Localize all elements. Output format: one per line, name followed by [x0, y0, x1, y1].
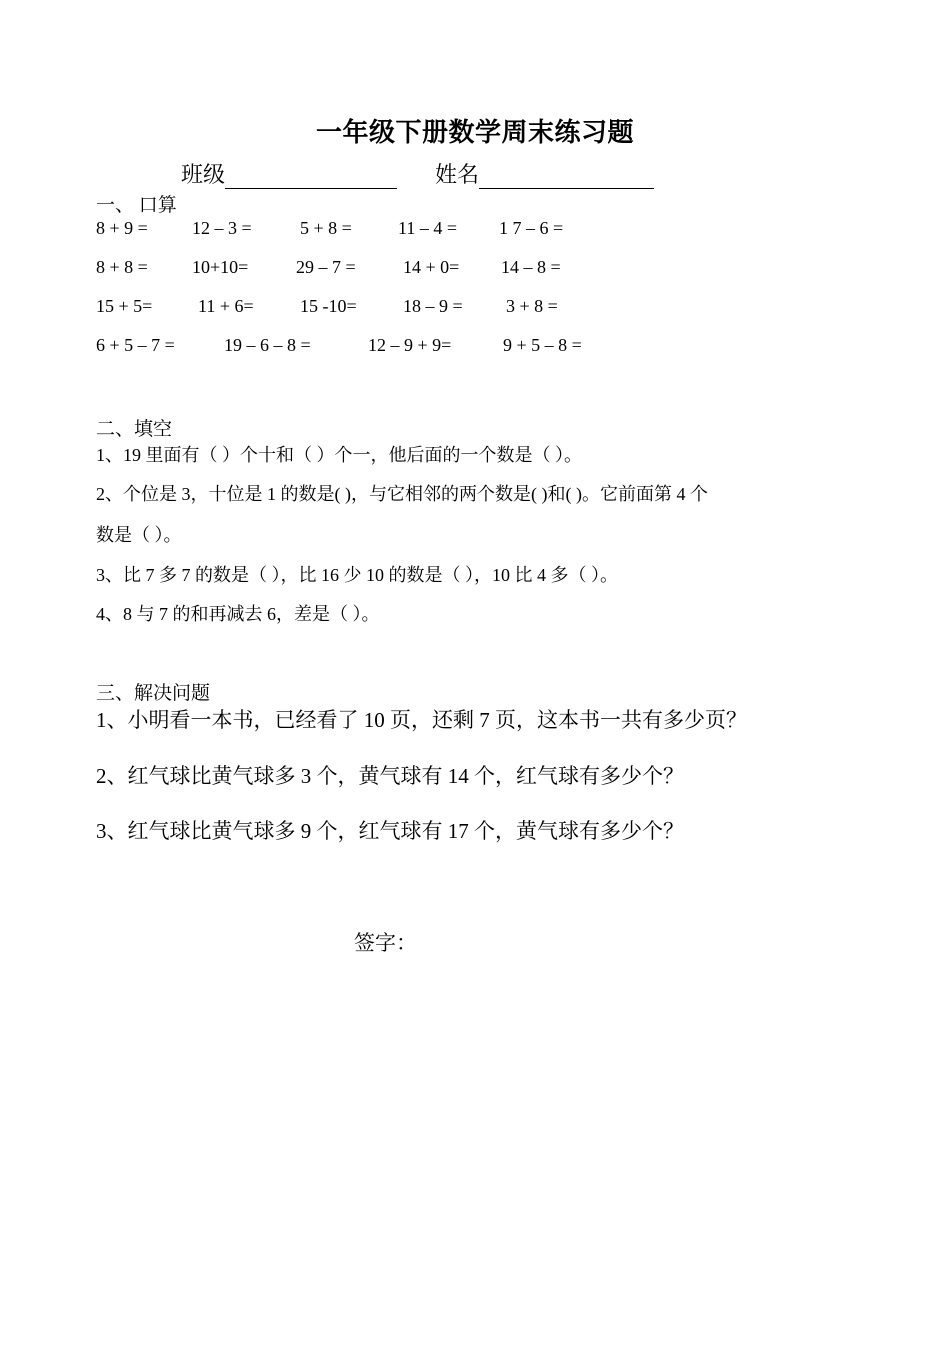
page-title: 一年级下册数学周末练习题 [315, 118, 634, 147]
class-label: 班级 [181, 162, 226, 187]
calc-item: 29 – 7 = [296, 257, 356, 277]
word-problem-3: 3、红气球比黄气球多 9 个，红气球有 17 个，黄气球有多少个？ [96, 819, 684, 843]
fill-question-1: 1、19 里面有（ ）个十和（ ）个一，他后面的一个数是（ ）。 [96, 445, 582, 465]
calc-item: 19 – 6 – 8 = [224, 335, 311, 355]
calc-row-4 [96, 335, 796, 359]
calc-item: 12 – 9 + 9= [368, 335, 452, 355]
calc-item: 14 – 8 = [501, 257, 561, 277]
fill-question-2-cont: 数是（ ）。 [96, 525, 182, 545]
calc-item: 1 7 – 6 = [499, 218, 564, 238]
calc-item: 15 + 5= [96, 296, 153, 316]
name-label: 姓名 [435, 162, 480, 187]
section-2-heading: 二、填空 [96, 419, 173, 440]
class-blank [225, 164, 397, 189]
calc-item: 9 + 5 – 8 = [503, 335, 582, 355]
word-problem-2: 2、红气球比黄气球多 3 个，黄气球有 14 个，红气球有多少个？ [96, 764, 684, 788]
calc-item: 15 -10= [300, 296, 357, 316]
calc-item: 8 + 9 = [96, 218, 148, 238]
signature-label: 签字： [354, 931, 417, 955]
calc-row-1 [96, 218, 796, 242]
word-problem-1: 1、小明看一本书，已经看了 10 页，还剩 7 页，这本书一共有多少页？ [96, 708, 747, 732]
class-field [181, 158, 397, 189]
calc-row-2 [96, 257, 796, 281]
calc-item: 5 + 8 = [300, 218, 352, 238]
fill-question-3: 3、比 7 多 7 的数是（ ），比 16 少 10 的数是（ ），10 比 4 多（ ）。 [96, 565, 618, 585]
calc-item: 8 + 8 = [96, 257, 148, 277]
calc-item: 10+10= [192, 257, 249, 277]
fill-question-4: 4、8 与 7 的和再减去 6，差是（ ）。 [96, 604, 380, 624]
calc-item: 11 + 6= [198, 296, 254, 316]
calc-item: 12 – 3 = [192, 218, 252, 238]
fill-question-2: 2、个位是 3，十位是 1 的数是( )，与它相邻的两个数是( )和( )。它前面第 4 个 [96, 484, 708, 504]
section-1-heading: 一、 口算 [96, 195, 177, 216]
section-3-heading: 三、解决问题 [96, 683, 211, 704]
name-blank [479, 164, 654, 189]
calc-row-3 [96, 296, 796, 320]
name-field [435, 158, 654, 189]
calc-item: 11 – 4 = [398, 218, 457, 238]
calc-item: 6 + 5 – 7 = [96, 335, 175, 355]
calc-item: 14 + 0= [403, 257, 460, 277]
calc-item: 18 – 9 = [403, 296, 463, 316]
calc-item: 3 + 8 = [506, 296, 558, 316]
